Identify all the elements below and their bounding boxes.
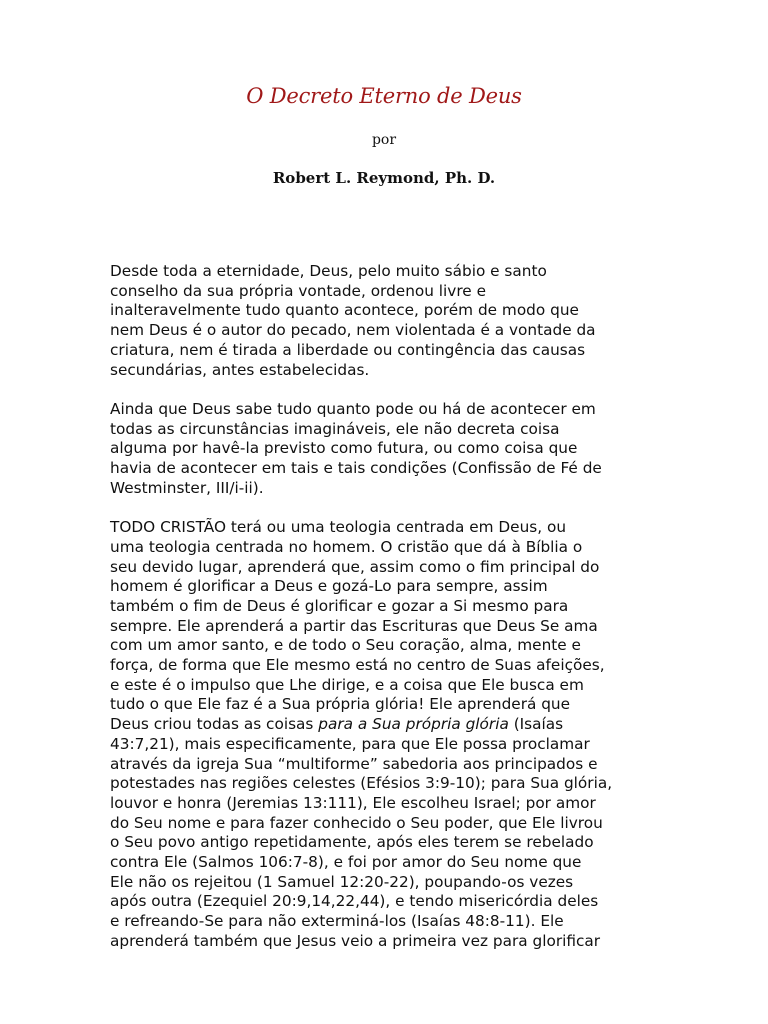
body-text: [110, 262, 658, 971]
paragraph-1: [110, 262, 658, 380]
text-segment: (Isaías: [508, 715, 564, 734]
paragraph-3: [110, 518, 658, 951]
document-title: O Decreto Eterno de Deus: [246, 84, 522, 108]
text-line: 43:7,21), mais especificamente, para que Ele possa proclamar: [110, 734, 590, 753]
text-line: TODO CRISTÃO terá ou uma teologia centrada em Deus, ou: [110, 518, 567, 537]
text-line: tudo o que Ele faz é a Sua própria glória! Ele aprenderá que: [110, 695, 571, 714]
text-line: contra Ele (Salmos 106:7-8), e foi por amor do Seu nome que: [110, 853, 582, 872]
text-line: uma teologia centrada no homem. O cristão que dá à Bíblia o: [110, 537, 583, 556]
text-line: conselho da sua própria vontade, ordenou livre e: [110, 281, 486, 300]
text-line: através da igreja Sua “multiforme” sabedoria aos principados e: [110, 754, 598, 773]
text-line: todas as circunstâncias imagináveis, ele não decreta coisa: [110, 419, 560, 438]
text-line: homem é glorificar a Deus e gozá-Lo para sempre, assim: [110, 577, 548, 596]
text-line: sempre. Ele aprenderá a partir das Escrituras que Deus Se ama: [110, 616, 598, 635]
text-line: força, de forma que Ele mesmo está no centro de Suas afeições,: [110, 656, 605, 675]
text-line: com um amor santo, e de todo o Seu coração, alma, mente e: [110, 636, 581, 655]
text-line: Desde toda a eternidade, Deus, pelo muito sábio e santo: [110, 262, 547, 280]
text-line: do Seu nome e para fazer conhecido o Seu poder, que Ele livrou: [110, 813, 603, 832]
text-line: louvor e honra (Jeremias 13:111), Ele escolheu Israel; por amor: [110, 793, 596, 812]
author-name: Robert L. Reymond, Ph. D.: [272, 169, 496, 187]
text-line: também o fim de Deus é glorificar e gozar a Si mesmo para: [110, 596, 569, 615]
text-line: secundárias, antes estabelecidas.: [110, 360, 370, 379]
text-line: nem Deus é o autor do pecado, nem violentada é a vontade da: [110, 321, 596, 340]
text-line: e este é o impulso que Lhe dirige, e a coisa que Ele busca em: [110, 675, 584, 694]
italic-phrase: para a Sua própria glória: [318, 715, 509, 734]
text-line: e refreando-Se para não exterminá-los (Isaías 48:8-11). Ele: [110, 912, 564, 931]
text-line: Ele não os rejeitou (1 Samuel 12:20-22), poupando-os vezes: [110, 872, 574, 891]
text-line: após outra (Ezequiel 20:9,14,22,44), e tendo misericórdia deles: [110, 892, 599, 911]
text-line: inalteravelmente tudo quanto acontece, porém de modo que: [110, 301, 579, 320]
text-line: havia de acontecer em tais e tais condições (Confissão de Fé de: [110, 459, 602, 478]
text-line: potestades nas regiões celestes (Efésios 3:9-10); para Sua glória,: [110, 774, 613, 793]
text-line-with-italic: [110, 715, 658, 735]
text-line: Ainda que Deus sabe tudo quanto pode ou há de acontecer em: [110, 399, 596, 418]
text-line: Westminster, III/i-ii).: [110, 478, 264, 497]
text-line: aprenderá também que Jesus veio a primeira vez para glorificar: [110, 931, 601, 950]
text-line: criatura, nem é tirada a liberdade ou contingência das causas: [110, 340, 586, 359]
text-line: o Seu povo antigo repetidamente, após eles terem se rebelado: [110, 833, 594, 852]
paragraph-2: [110, 400, 658, 499]
text-line: alguma por havê-la previsto como futura, ou como coisa que: [110, 439, 578, 458]
text-line: seu devido lugar, aprenderá que, assim como o fim principal do: [110, 557, 600, 576]
text-segment: Deus criou todas as coisas: [110, 715, 319, 734]
byline: por: [371, 132, 397, 148]
